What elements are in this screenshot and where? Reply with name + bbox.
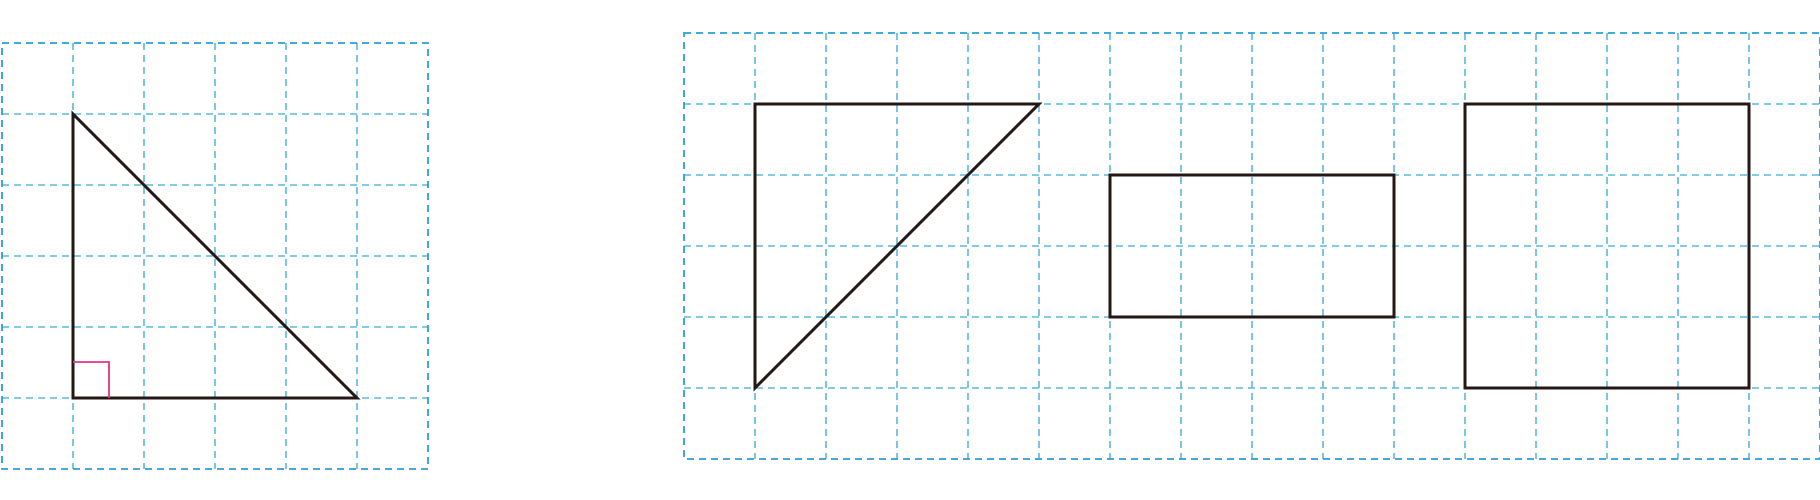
left-grid — [2, 43, 428, 469]
right-angle-marker — [73, 362, 109, 398]
right-grid — [684, 33, 1820, 459]
